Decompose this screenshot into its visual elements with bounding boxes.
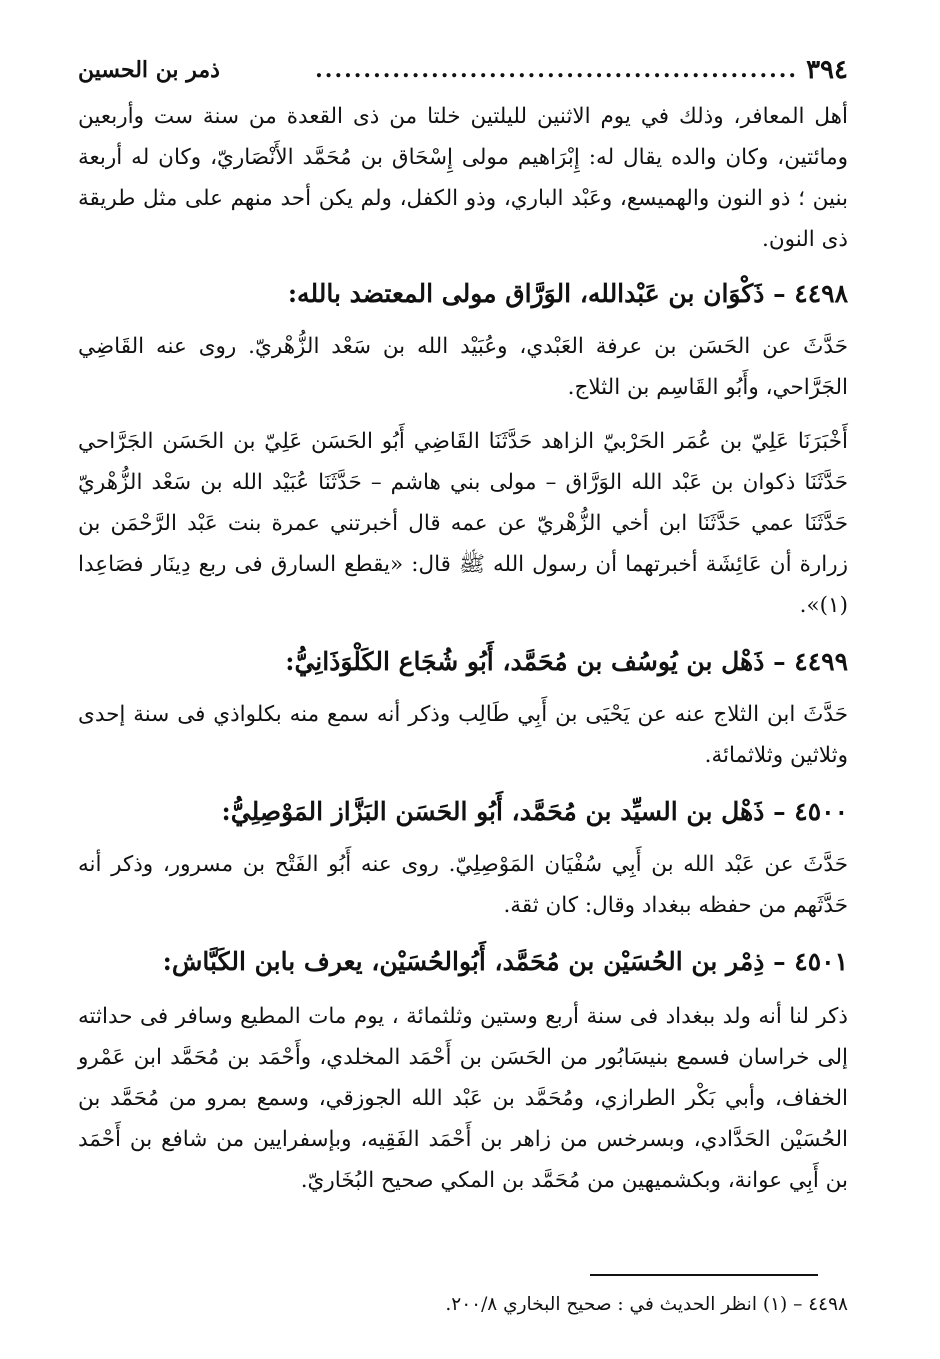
paragraph-4: حَدَّثَ ابن الثلاج عنه عن يَحْيَى بن أَبِي طَالِب وذكر أنه سمع منه بكلواذي فى سنة إحدى وثلاثين وثلاثمائة. [78,702,848,768]
running-header [78,50,848,90]
paragraph-1: أهل المعافر، وذلك في يوم الاثنين لليلتين خلتا من ذى القعدة من سنة ست وأربعين ومائتين، وكان والده يقال له: إِبْرَاهيم مولى إِسْحَاق بن مُحَمَّد الأَنْصَاريّ، وكان له أربعة بنين ؛ ذو النون والهميسع، وعَبْد الباري، وذو الكفل، ولم يكن أحد منهم على مثل طريقة ذى النون. [78,104,848,252]
footnote-rule [590,1274,818,1276]
paragraph-6: ذكر لنا أنه ولد ببغداد فى سنة أربع وستين وثلثمائة ، يوم مات المطيع وسافر فى حداثته إلى خراسان فسمع بنيسَابُور من الحَسَن بن أَحْمَد المخلدي، وأَحْمَد بن مُحَمَّد ابن عَمْرو الخفاف، وأبي بَكْر الطرازي، ومُحَمَّد بن عَبْد الله الجوزقي، وسمع بمرو من مُحَمَّد بن الحُسَيْن الحَدَّادي، وبسرخس من زاهر بن أَحْمَد الفَقِيه، وبإسفرايين من شافع بن أَحْمَد بن أَبِي عوانة، وبكشميهين من مُحَمَّد بن المكي صحيح البُخَاريّ. [78,1004,848,1193]
leader-dots: .................................................. [315,57,799,83]
page-number: ٣٩٤ [806,55,848,85]
entry-heading-4498: ٤٤٩٨ – ذَكْوَان بن عَبْدالله، الوَرَّاق مولى المعتضد بالله: [287,279,848,308]
paragraph-5: حَدَّثَ عن عَبْد الله بن أَبِي سُفْيَان المَوْصِلِيّ. روى عنه أَبُو الفَتْح بن مسرور، وذكر أنه حَدَّثَهم من حفظه ببغداد وقال: كان ثقة. [78,852,848,918]
entry-heading-4500: ٤٥٠٠ – ذَهْل بن السيِّد بن مُحَمَّد، أَبُو الحَسَن البَزَّاز المَوْصِلِيُّ: [221,797,848,826]
paragraph-3: أَخْبَرَنَا عَلِيّ بن عُمَر الحَرْبيّ الزاهد حَدَّثَنَا القَاضِي أَبُو الحَسَن عَلِيّ بن الحَسَن الجَرَّاحي حَدَّثَنَا ذكوان بن عَبْد الله الوَرَّاق – مولى بني هاشم – حَدَّثَنَا عُبَيْد الله بن سَعْد الزُّهْريّ حَدَّثَنَا عمي حَدَّثَنَا ابن أخي الزُّهْريّ عن عمه قال أخبرتني عمرة بنت عَبْد الرَّحْمَن بن زرارة أن عَائِشَة أخبرتهما أن رسول الله ﷺ قال: «يقطع السارق فى ربع دِينَار فصَاعِدا (١)». [78,429,848,618]
entry-heading-4501: ٤٥٠١ – ذِمْر بن الحُسَيْن بن مُحَمَّد، أَبُوالحُسَيْن، يعرف بابن الكَبَّاش: [162,947,848,976]
entry-heading-4499: ٤٤٩٩ – ذَهْل بن يُوسُف بن مُحَمَّد، أَبُو شُجَاع الكَلْوَذَانِيُّ: [285,647,848,676]
paragraph-2: حَدَّثَ عن الحَسَن بن عرفة العَبْدي، وعُبَيْد الله بن سَعْد الزُّهْريّ. روى عنه القَاضِي الجَرَّاحي، وأَبُو القَاسِم بن الثلاج. [78,334,848,400]
footnote: ٤٤٩٨ – (١) انظر الحديث في : صحيح البخاري ٢٠٠/٨. [445,1294,848,1315]
running-title: ذمر بن الحسين [78,57,220,83]
